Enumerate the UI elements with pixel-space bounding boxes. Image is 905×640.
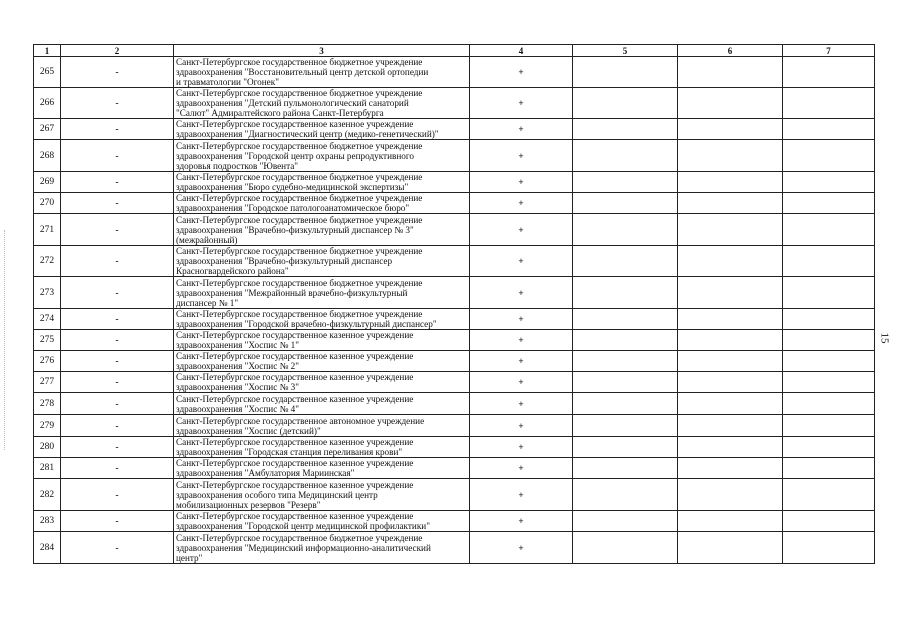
- column-5-cell: [573, 532, 678, 564]
- table-row: [34, 372, 875, 393]
- column-7-cell: [783, 193, 875, 214]
- column-5-cell: [573, 140, 678, 172]
- column-2-value: -: [61, 140, 174, 172]
- column-5-cell: [573, 172, 678, 193]
- column-4-mark: +: [470, 172, 573, 193]
- row-number: 268: [34, 140, 61, 172]
- row-number: 284: [34, 532, 61, 564]
- column-7-cell: [783, 172, 875, 193]
- column-6-cell: [678, 330, 783, 351]
- row-number: 283: [34, 511, 61, 532]
- column-2-value: -: [61, 330, 174, 351]
- institution-name-line: здравоохранения "Бюро судебно-медицинской экспертизы": [176, 182, 409, 192]
- column-6-cell: [678, 372, 783, 393]
- institution-name-line: Санкт-Петербургское государственное казенное учреждение: [176, 511, 414, 521]
- column-header-4: 4: [470, 45, 573, 57]
- institution-name-line: Санкт-Петербургское государственное бюджетное учреждение: [176, 532, 423, 543]
- column-5-cell: [573, 415, 678, 437]
- institution-name: [174, 415, 470, 437]
- column-header-5: 5: [573, 45, 678, 57]
- institution-name-line: здравоохранения "Хоспис (детский)": [176, 425, 321, 436]
- column-4-mark: +: [470, 393, 573, 415]
- column-4-mark: +: [470, 119, 573, 140]
- table-row: [34, 57, 875, 88]
- binding-margin-marks: [4, 230, 8, 450]
- column-7-cell: [783, 511, 875, 532]
- row-number: 272: [34, 246, 61, 277]
- column-7-cell: [783, 479, 875, 511]
- table-row: [34, 277, 875, 309]
- column-7-cell: [783, 393, 875, 415]
- institution-name: [174, 351, 470, 372]
- institution-name-line: здоровья подростков "Ювента": [176, 160, 299, 171]
- column-7-cell: [783, 351, 875, 372]
- column-2-value: -: [61, 437, 174, 458]
- table-row: [34, 393, 875, 415]
- column-6-cell: [678, 193, 783, 214]
- column-header-6: 6: [678, 45, 783, 57]
- column-4-mark: +: [470, 277, 573, 309]
- column-7-cell: [783, 119, 875, 140]
- column-2-value: -: [61, 532, 174, 564]
- institution-name: [174, 214, 470, 246]
- table-row: [34, 309, 875, 330]
- institution-name-line: Санкт-Петербургское государственное казенное учреждение: [176, 119, 414, 129]
- column-2-value: -: [61, 393, 174, 415]
- column-7-cell: [783, 532, 875, 564]
- table-row: [34, 458, 875, 479]
- row-number: 265: [34, 57, 61, 88]
- column-4-mark: +: [470, 246, 573, 277]
- institution-name-line: здравоохранения "Хоспис № 1": [176, 340, 299, 350]
- institution-name-line: здравоохранения "Хоспис № 2": [176, 361, 299, 371]
- column-5-cell: [573, 479, 678, 511]
- column-4-mark: +: [470, 532, 573, 564]
- column-6-cell: [678, 437, 783, 458]
- institution-name-line: и травматологии "Огонек": [176, 77, 279, 87]
- column-5-cell: [573, 437, 678, 458]
- column-2-value: -: [61, 172, 174, 193]
- column-4-mark: +: [470, 330, 573, 351]
- column-7-cell: [783, 330, 875, 351]
- row-number: 270: [34, 193, 61, 214]
- institution-name-line: диспансер № 1": [176, 297, 239, 308]
- institution-name: [174, 330, 470, 351]
- row-number: 271: [34, 214, 61, 246]
- column-2-value: -: [61, 88, 174, 119]
- column-5-cell: [573, 372, 678, 393]
- column-2-value: -: [61, 309, 174, 330]
- column-7-cell: [783, 415, 875, 437]
- column-6-cell: [678, 415, 783, 437]
- table-row: [34, 479, 875, 511]
- header-row: [34, 45, 875, 57]
- column-2-value: -: [61, 57, 174, 88]
- row-number: 276: [34, 351, 61, 372]
- column-5-cell: [573, 277, 678, 309]
- column-6-cell: [678, 393, 783, 415]
- institution-name-line: Санкт-Петербургское государственное бюджетное учреждение: [176, 57, 423, 67]
- column-header-7: 7: [783, 45, 875, 57]
- institution-name-line: здравоохранения "Городское патологоанатомическое бюро": [176, 203, 410, 213]
- institution-name: [174, 57, 470, 88]
- institution-name-line: Санкт-Петербургское государственное казенное учреждение: [176, 479, 414, 490]
- column-5-cell: [573, 330, 678, 351]
- column-2-value: -: [61, 119, 174, 140]
- institution-name-line: здравоохранения "Городской центр охраны репродуктивного: [176, 150, 414, 161]
- page-number: 15: [878, 332, 891, 344]
- row-number: 267: [34, 119, 61, 140]
- column-7-cell: [783, 214, 875, 246]
- column-2-value: -: [61, 351, 174, 372]
- institution-name-line: здравоохранения особого типа Медицинский центр: [176, 489, 378, 500]
- column-6-cell: [678, 351, 783, 372]
- table-row: [34, 511, 875, 532]
- institution-name: [174, 119, 470, 140]
- institution-name-line: Санкт-Петербургское государственное бюджетное учреждение: [176, 193, 423, 203]
- column-6-cell: [678, 140, 783, 172]
- column-header-2: 2: [61, 45, 174, 57]
- column-4-mark: +: [470, 88, 573, 119]
- column-7-cell: [783, 458, 875, 479]
- column-4-mark: +: [470, 57, 573, 88]
- column-4-mark: +: [470, 193, 573, 214]
- column-5-cell: [573, 214, 678, 246]
- institution-name-line: Санкт-Петербургское государственное казенное учреждение: [176, 330, 414, 340]
- institution-name-line: Санкт-Петербургское государственное автономное учреждение: [176, 415, 425, 426]
- column-6-cell: [678, 309, 783, 330]
- column-5-cell: [573, 246, 678, 277]
- institution-name-line: "Салют" Адмиралтейского района Санкт-Петербурга: [176, 108, 384, 118]
- institution-name-line: (межрайонный): [176, 234, 238, 245]
- column-2-value: -: [61, 193, 174, 214]
- table-row: [34, 415, 875, 437]
- institution-name-line: Санкт-Петербургское государственное бюджетное учреждение: [176, 88, 423, 98]
- column-header-1: 1: [34, 45, 61, 57]
- column-6-cell: [678, 172, 783, 193]
- institution-name: [174, 511, 470, 532]
- institution-name: [174, 437, 470, 458]
- institution-name-line: здравоохранения "Медицинский информационно-аналитический: [176, 542, 431, 553]
- column-4-mark: +: [470, 351, 573, 372]
- column-2-value: -: [61, 479, 174, 511]
- institution-name-line: Санкт-Петербургское государственное казенное учреждение: [176, 351, 414, 361]
- institution-name-line: здравоохранения "Врачебно-физкультурный диспансер: [176, 256, 393, 266]
- institution-name-line: Санкт-Петербургское государственное бюджетное учреждение: [176, 172, 423, 182]
- institution-name-line: Санкт-Петербургское государственное казенное учреждение: [176, 458, 414, 468]
- column-5-cell: [573, 511, 678, 532]
- column-6-cell: [678, 277, 783, 309]
- column-2-value: -: [61, 458, 174, 479]
- institution-name-line: Санкт-Петербургское государственное бюджетное учреждение: [176, 214, 423, 225]
- column-6-cell: [678, 119, 783, 140]
- table-row: [34, 172, 875, 193]
- column-5-cell: [573, 57, 678, 88]
- column-4-mark: +: [470, 511, 573, 532]
- column-7-cell: [783, 140, 875, 172]
- institution-name: [174, 479, 470, 511]
- table-row: [34, 88, 875, 119]
- column-4-mark: +: [470, 372, 573, 393]
- institution-name-line: Санкт-Петербургское государственное бюджетное учреждение: [176, 309, 423, 319]
- institution-name-line: здравоохранения "Амбулатория Мариинская": [176, 468, 355, 478]
- column-7-cell: [783, 309, 875, 330]
- institution-name-line: Красногвардейского района": [176, 266, 289, 276]
- institution-name: [174, 372, 470, 393]
- column-5-cell: [573, 351, 678, 372]
- row-number: 279: [34, 415, 61, 437]
- column-7-cell: [783, 372, 875, 393]
- table-row: [34, 437, 875, 458]
- row-number: 280: [34, 437, 61, 458]
- row-number: 269: [34, 172, 61, 193]
- table-row: [34, 532, 875, 564]
- column-5-cell: [573, 88, 678, 119]
- table-row: [34, 351, 875, 372]
- column-4-mark: +: [470, 415, 573, 437]
- institution-name-line: Санкт-Петербургское государственное казенное учреждение: [176, 372, 414, 382]
- table-row: [34, 214, 875, 246]
- table-row: [34, 330, 875, 351]
- column-4-mark: +: [470, 479, 573, 511]
- row-number: 266: [34, 88, 61, 119]
- column-6-cell: [678, 214, 783, 246]
- column-6-cell: [678, 479, 783, 511]
- institution-name-line: здравоохранения "Городской центр медицинской профилактики": [176, 521, 430, 531]
- column-6-cell: [678, 511, 783, 532]
- column-6-cell: [678, 88, 783, 119]
- institution-name: [174, 246, 470, 277]
- column-6-cell: [678, 246, 783, 277]
- institution-name-line: здравоохранения "Восстановительный центр детской ортопедии: [176, 67, 429, 77]
- column-7-cell: [783, 246, 875, 277]
- institution-name-line: Санкт-Петербургское государственное казенное учреждение: [176, 393, 414, 404]
- institution-name-line: Санкт-Петербургское государственное казенное учреждение: [176, 437, 414, 447]
- table-row: [34, 140, 875, 172]
- institution-name: [174, 393, 470, 415]
- institution-name-line: мобилизационных резервов "Резерв": [176, 499, 321, 510]
- column-6-cell: [678, 57, 783, 88]
- institution-name: [174, 458, 470, 479]
- column-6-cell: [678, 458, 783, 479]
- column-5-cell: [573, 393, 678, 415]
- row-number: 274: [34, 309, 61, 330]
- column-4-mark: +: [470, 140, 573, 172]
- table-row: [34, 246, 875, 277]
- column-7-cell: [783, 88, 875, 119]
- institution-name: [174, 193, 470, 214]
- column-4-mark: +: [470, 458, 573, 479]
- column-5-cell: [573, 309, 678, 330]
- row-number: 278: [34, 393, 61, 415]
- column-4-mark: +: [470, 309, 573, 330]
- column-2-value: -: [61, 214, 174, 246]
- table-body: [34, 57, 875, 564]
- row-number: 275: [34, 330, 61, 351]
- column-2-value: -: [61, 277, 174, 309]
- column-5-cell: [573, 119, 678, 140]
- institution-name-line: здравоохранения "Врачебно-физкультурный диспансер № 3": [176, 224, 414, 235]
- institution-name-line: здравоохранения "Хоспис № 3": [176, 382, 299, 392]
- column-7-cell: [783, 57, 875, 88]
- institution-name: [174, 88, 470, 119]
- institution-name-line: здравоохранения "Детский пульмонологический санаторий: [176, 98, 409, 108]
- institution-name: [174, 532, 470, 564]
- column-2-value: -: [61, 511, 174, 532]
- institution-name-line: здравоохранения "Городской врачебно-физкультурный диспансер": [176, 319, 437, 329]
- column-5-cell: [573, 458, 678, 479]
- column-7-cell: [783, 437, 875, 458]
- column-4-mark: +: [470, 437, 573, 458]
- row-number: 282: [34, 479, 61, 511]
- institution-name-line: здравоохранения "Хоспис № 4": [176, 403, 299, 414]
- row-number: 277: [34, 372, 61, 393]
- institution-name: [174, 140, 470, 172]
- registry-table: [33, 44, 875, 564]
- column-6-cell: [678, 532, 783, 564]
- institution-name-line: здравоохранения "Межрайонный врачебно-физкультурный: [176, 287, 408, 298]
- column-2-value: -: [61, 246, 174, 277]
- row-number: 281: [34, 458, 61, 479]
- row-number: 273: [34, 277, 61, 309]
- institution-name-line: Санкт-Петербургское государственное бюджетное учреждение: [176, 277, 423, 288]
- institution-name-line: здравоохранения "Городская станция переливания крови": [176, 447, 403, 457]
- column-2-value: -: [61, 372, 174, 393]
- table-row: [34, 119, 875, 140]
- column-5-cell: [573, 193, 678, 214]
- institution-name: [174, 172, 470, 193]
- institution-name-line: Санкт-Петербургское государственное бюджетное учреждение: [176, 140, 423, 151]
- institution-name-line: центр": [176, 552, 203, 563]
- institution-name: [174, 309, 470, 330]
- institution-name-line: здравоохранения "Диагностический центр (медико-генетический)": [176, 129, 439, 139]
- column-4-mark: +: [470, 214, 573, 246]
- institution-name-line: Санкт-Петербургское государственное бюджетное учреждение: [176, 246, 423, 256]
- institution-name: [174, 277, 470, 309]
- column-header-3: 3: [174, 45, 470, 57]
- column-2-value: -: [61, 415, 174, 437]
- table-row: [34, 193, 875, 214]
- column-7-cell: [783, 277, 875, 309]
